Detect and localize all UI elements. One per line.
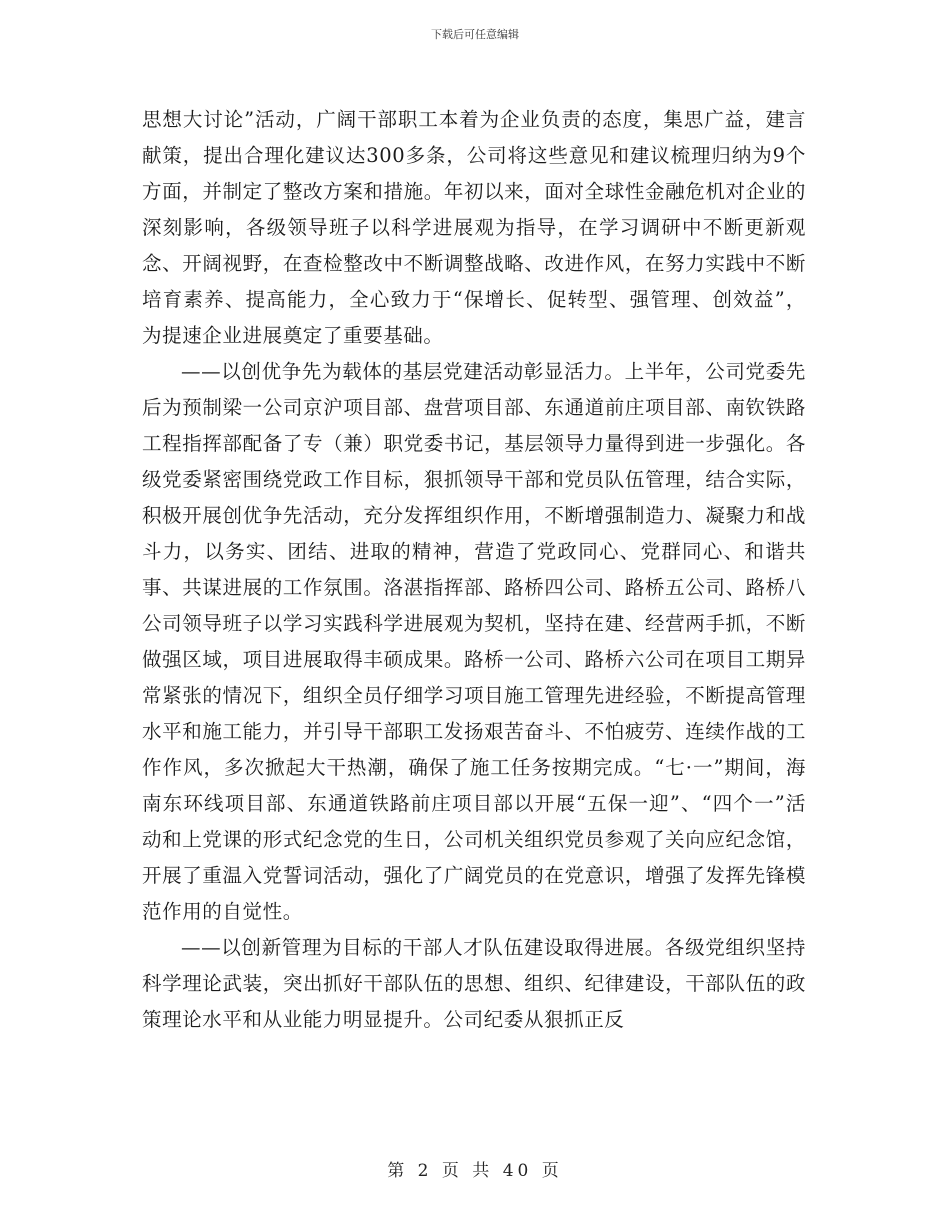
document-body — [142, 102, 806, 1038]
paragraph-party-building: ——以创优争先为载体的基层党建活动彰显活力。上半年，公司党委先后为预制梁一公司京沪项目部、盘营项目部、东通道前庄项目部、南钦铁路工程指挥部配备了专（兼）职党委书记，基层领导力量得到进一步强化。各级党委紧密围绕党政工作目标，狠抓领导干部和党员队伍管理，结合实际，积极开展创优争先活动，充分发挥组织作用，不断增强制造力、凝聚力和战斗力，以务实、团结、进取的精神，营造了党政同心、党群同心、和谐共事、共谋进展的工作氛围。洛湛指挥部、路桥四公司、路桥五公司、路桥八公司领导班子以学习实践科学进展观为契机，坚持在建、经营两手抓，不断做强区域，项目进展取得丰硕成果。路桥一公司、路桥六公司在项目工期异常紧张的情况下，组织全员仔细学习项目施工管理先进经验，不断提高管理水平和施工能力，并引导干部职工发扬艰苦奋斗、不怕疲劳、连续作战的工作作风，多次掀起大干热潮，确保了施工任务按期完成。“七·一”期间，海南东环线项目部、东通道铁路前庄项目部以开展“五保一迎”、“四个一”活动和上党课的形式纪念党的生日，公司机关组织党员参观了关向应纪念馆，开展了重温入党誓词活动，强化了广阔党员的在党意识，增强了发挥先锋模范作用的自觉性。 — [142, 360, 806, 923]
page-header-note: 下载后可任意编辑 — [431, 28, 519, 41]
paragraph-cadre-team: ——以创新管理为目标的干部人才队伍建设取得进展。各级党组织坚持科学理论武装，突出抓好干部队伍的思想、组织、纪律建设，干部队伍的政策理论水平和从业能力明显提升。公司纪委从狠抓正反 — [142, 936, 806, 1031]
paragraph-continuation: 思想大讨论”活动，广阔干部职工本着为企业负责的态度，集思广益，建言献策，提出合理化建议达300多条，公司将这些意见和建议梳理归纳为9个方面，并制定了整改方案和措施。年初以来，面对全球性金融危机对企业的深刻影响，各级领导班子以科学进展观为指导，在学习调研中不断更新观念、开阔视野，在查检整改中不断调整战略、改进作风，在努力实践中不断培育素养、提高能力，全心致力于“保增长、促转型、强管理、创效益”，为提速企业进展奠定了重要基础。 — [142, 108, 806, 347]
page-number: 第 2 页 共 40 页 — [387, 1161, 563, 1181]
